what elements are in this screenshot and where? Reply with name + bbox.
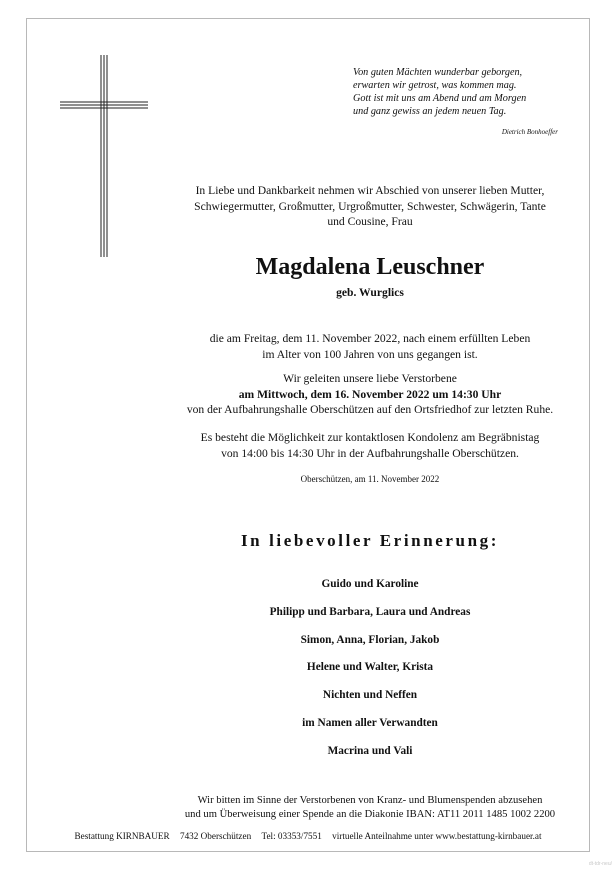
mourner-entry: Nichten und Neffen xyxy=(322,689,418,702)
mourner-entry: im Namen aller Verwandten xyxy=(302,716,438,729)
funeral-line: Wir geleiten unsere liebe Verstorbene xyxy=(283,372,457,385)
intro-line: Schwiegermutter, Großmutter, Urgroßmutter, Schwester, Schwägerin, Tante xyxy=(194,199,546,213)
place-date: Oberschützen, am 11. November 2022 xyxy=(300,474,440,484)
mourners-list xyxy=(150,576,590,771)
maiden-name: geb. Wurglics xyxy=(336,286,404,299)
funeral-text xyxy=(150,371,590,418)
funeral-line: von der Aufbahrungshalle Oberschützen auf den Ortsfriedhof zur letzten Ruhe. xyxy=(186,403,554,417)
passing-line: im Alter von 100 Jahren von uns gegangen ist. xyxy=(262,347,478,361)
footer-web: virtuelle Anteilnahme unter www.bestattung-kirnbauer.at xyxy=(332,831,542,841)
passing-line: die am Freitag, dem 11. November 2022, nach einem erfüllten Leben xyxy=(209,332,531,345)
deceased-name: Magdalena Leuschner xyxy=(255,254,485,280)
passing-text xyxy=(150,331,590,362)
poem-line: erwarten wir getrost, was kommen mag. xyxy=(353,80,517,91)
condolence-line: Es besteht die Möglichkeit zur kontaktlosen Kondolenz am Begräbnistag xyxy=(200,431,540,444)
condolence-text xyxy=(150,430,590,461)
memory-heading: In liebevoller Erinnerung: xyxy=(240,531,500,550)
poem-author: Dietrich Bonhoeffer xyxy=(501,128,558,136)
watermark: dt-tdr-neu/ xyxy=(588,861,612,867)
donation-request xyxy=(150,794,590,822)
poem-line: und ganz gewiss an jedem neuen Tag. xyxy=(353,106,507,117)
poem-line: Gott ist mit uns am Abend und am Morgen xyxy=(353,93,527,104)
cross-icon xyxy=(60,55,148,257)
funeral-datetime: am Mittwoch, dem 16. November 2022 um 14:30 Uhr xyxy=(238,387,502,401)
poem-line: Von guten Mächten wunderbar geborgen, xyxy=(353,67,523,78)
intro-text xyxy=(150,183,590,230)
poem xyxy=(353,66,583,118)
footer xyxy=(26,831,590,841)
footer-company: Bestattung KIRNBAUER xyxy=(74,831,170,841)
footer-phone: Tel: 03353/7551 xyxy=(261,831,322,841)
donation-line: und um Überweisung einer Spende an die Diakonie IBAN: AT11 2011 1485 1002 2200 xyxy=(184,809,556,820)
mourner-entry: Simon, Anna, Florian, Jakob xyxy=(300,633,440,646)
mourner-entry: Helene und Walter, Krista xyxy=(306,661,434,674)
mourner-entry: Guido und Karoline xyxy=(321,578,419,590)
mourner-entry: Macrina und Vali xyxy=(327,744,413,757)
intro-line: und Cousine, Frau xyxy=(327,215,413,229)
mourner-entry: Philipp und Barbara, Laura und Andreas xyxy=(269,605,471,618)
donation-line: Wir bitten im Sinne der Verstorbenen von Kranz- und Blumenspenden abzusehen xyxy=(197,795,543,806)
condolence-line: von 14:00 bis 14:30 Uhr in der Aufbahrungshalle Oberschützen. xyxy=(221,446,519,460)
intro-line: In Liebe und Dankbarkeit nehmen wir Abschied von unserer lieben Mutter, xyxy=(195,184,545,197)
footer-address: 7432 Oberschützen xyxy=(179,831,252,841)
